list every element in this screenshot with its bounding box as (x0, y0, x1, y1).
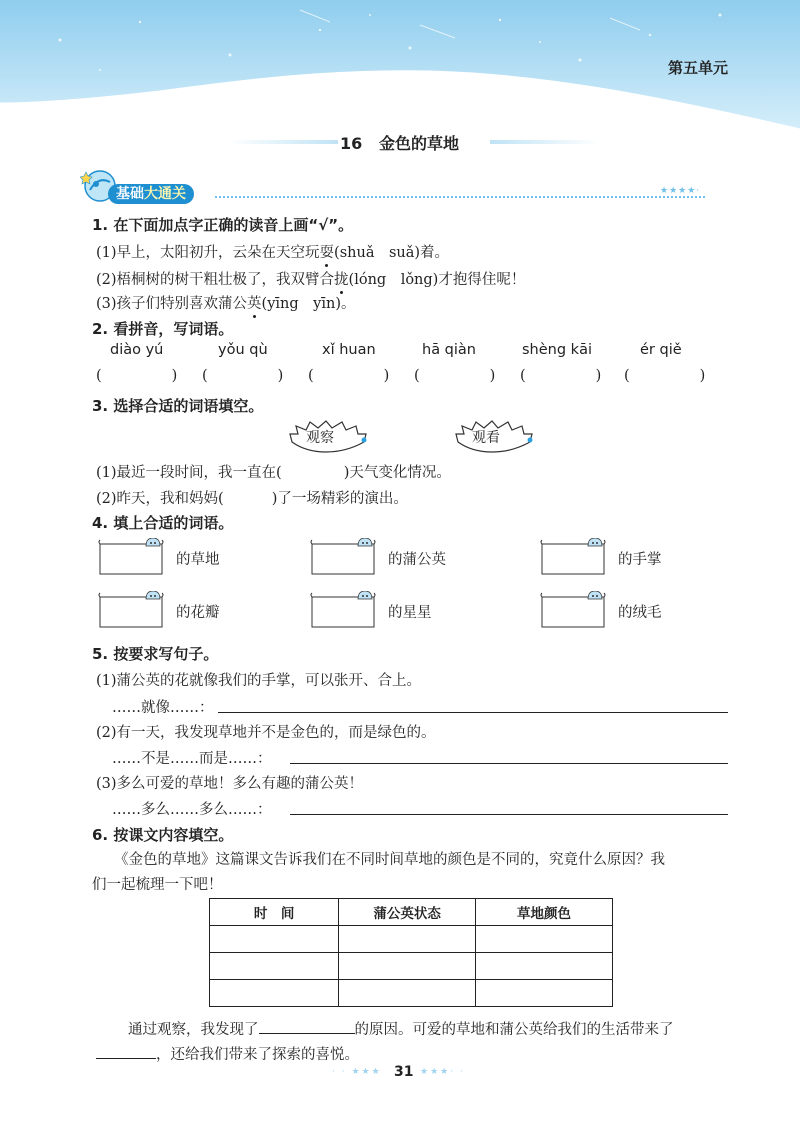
pinyin-3: xǐ huan (322, 342, 376, 358)
fill-blank[interactable] (96, 1044, 156, 1059)
q6-title: 6. 按课文内容填空。 (92, 826, 234, 844)
pinyin-6: ér qiě (640, 342, 682, 358)
footer-stars-right: ★★★· · (420, 1067, 465, 1077)
answer-blank-5[interactable]: ( ) (520, 368, 602, 384)
q5-pattern-2: ……不是……而是……： (112, 751, 272, 767)
page-number: 31 (394, 1064, 414, 1080)
lesson-number: 16 (340, 134, 363, 153)
q5-sentence-2: (2)有一天，我发现草地并不是金色的，而是绿色的。 (96, 725, 436, 741)
answer-blank-4[interactable]: ( ) (414, 368, 496, 384)
q6-conclusion-line-1: 通过观察，我发现了 的原因。可爱的草地和蒲公英给我们的生活带来了 (128, 1018, 674, 1039)
dotted-char: 拢 (334, 268, 349, 289)
table-row (210, 980, 613, 1007)
word-suffix-3: 的手掌 (618, 552, 662, 568)
q3-item-1: (1)最近一段时间，我一直在( )天气变化情况。 (96, 465, 451, 481)
q3-title: 3. 选择合适的词语填空。 (92, 397, 264, 415)
dotted-char: 耍 (320, 241, 335, 262)
word-suffix-6: 的绒毛 (618, 605, 662, 621)
word-suffix-2: 的蒲公英 (388, 552, 446, 568)
q5-sentence-3: (3)多么可爱的草地！多么有趣的蒲公英！ (96, 776, 364, 792)
q4-title: 4. 填上合适的词语。 (92, 514, 234, 532)
q1-item-1: (1)早上，太阳初升，云朵在天空玩耍(shuǎ suǎ)着。 (96, 241, 449, 262)
q6-intro-line-2: 们一起梳理一下吧！ (92, 877, 223, 893)
word-fill-box-1[interactable] (96, 538, 166, 576)
unit-label: 第五单元 (668, 59, 729, 77)
q3-item-2: (2)昨天，我和妈妈( )了一场精彩的演出。 (96, 491, 408, 507)
answer-blank-2[interactable]: ( ) (202, 368, 284, 384)
q6-conclusion-line-2: ，还给我们带来了探索的喜悦。 (96, 1043, 359, 1064)
option-word-2: 观看 (472, 430, 500, 446)
table-row (210, 926, 613, 953)
q5-pattern-1: ……就像……： (112, 700, 214, 716)
q2-title: 2. 看拼音，写词语。 (92, 320, 234, 338)
dotted-char: 英 (247, 292, 262, 313)
table-header-time: 时 间 (210, 899, 339, 926)
answer-blank-3[interactable]: ( ) (308, 368, 390, 384)
table-header-dandelion-state: 蒲公英状态 (339, 899, 476, 926)
word-fill-box-4[interactable] (96, 591, 166, 629)
q1-title: 1. 在下面加点字正确的读音上画“√”。 (92, 216, 354, 234)
section-badge (108, 184, 194, 204)
q6-intro-line-1: 《金色的草地》这篇课文告诉我们在不同时间草地的颜色是不同的，究竟什么原因？我 (114, 852, 665, 868)
badge-dotted-line (215, 196, 705, 198)
lesson-title (340, 131, 459, 154)
observation-table (209, 898, 613, 1007)
table-header-grass-color: 草地颜色 (476, 899, 613, 926)
title-rule-right (490, 140, 600, 144)
badge-stars-decoration: ★★★★· (660, 186, 701, 196)
title-rule-left (228, 140, 338, 144)
pinyin-1: diào yú (110, 342, 164, 358)
badge-text-part2: 大通关 (144, 186, 186, 202)
pinyin-5: shèng kāi (522, 342, 592, 358)
q1-item-2: (2)梧桐树的树干粗壮极了，我双臂合拢(lóng lǒng)才抱得住呢！ (96, 268, 525, 289)
q1-item-3: (3)孩子们特别喜欢蒲公英(yīng yīn)。 (96, 292, 355, 313)
badge-text-part1: 基础 (116, 186, 144, 202)
table-row (210, 953, 613, 980)
answer-line-3[interactable] (290, 814, 728, 815)
answer-blank-1[interactable]: ( ) (96, 368, 178, 384)
option-word-1: 观察 (306, 430, 334, 446)
word-suffix-5: 的星星 (388, 605, 432, 621)
word-fill-box-2[interactable] (308, 538, 378, 576)
answer-line-2[interactable] (290, 763, 728, 764)
word-suffix-4: 的花瓣 (176, 605, 220, 621)
answer-blank-6[interactable]: ( ) (624, 368, 706, 384)
lesson-title-text: 金色的草地 (378, 134, 459, 153)
word-fill-box-6[interactable] (538, 591, 608, 629)
word-fill-box-5[interactable] (308, 591, 378, 629)
footer-stars-left: · · ★★★ (332, 1067, 382, 1077)
q5-sentence-1: (1)蒲公英的花就像我们的手掌，可以张开、合上。 (96, 673, 422, 689)
fill-blank[interactable] (259, 1019, 355, 1034)
q5-title: 5. 按要求写句子。 (92, 645, 219, 663)
pinyin-2: yǒu qù (218, 342, 268, 358)
word-suffix-1: 的草地 (176, 552, 220, 568)
q5-pattern-3: ……多么……多么……： (112, 802, 272, 818)
pinyin-4: hā qiàn (422, 342, 476, 358)
answer-line-1[interactable] (218, 712, 728, 713)
word-fill-box-3[interactable] (538, 538, 608, 576)
